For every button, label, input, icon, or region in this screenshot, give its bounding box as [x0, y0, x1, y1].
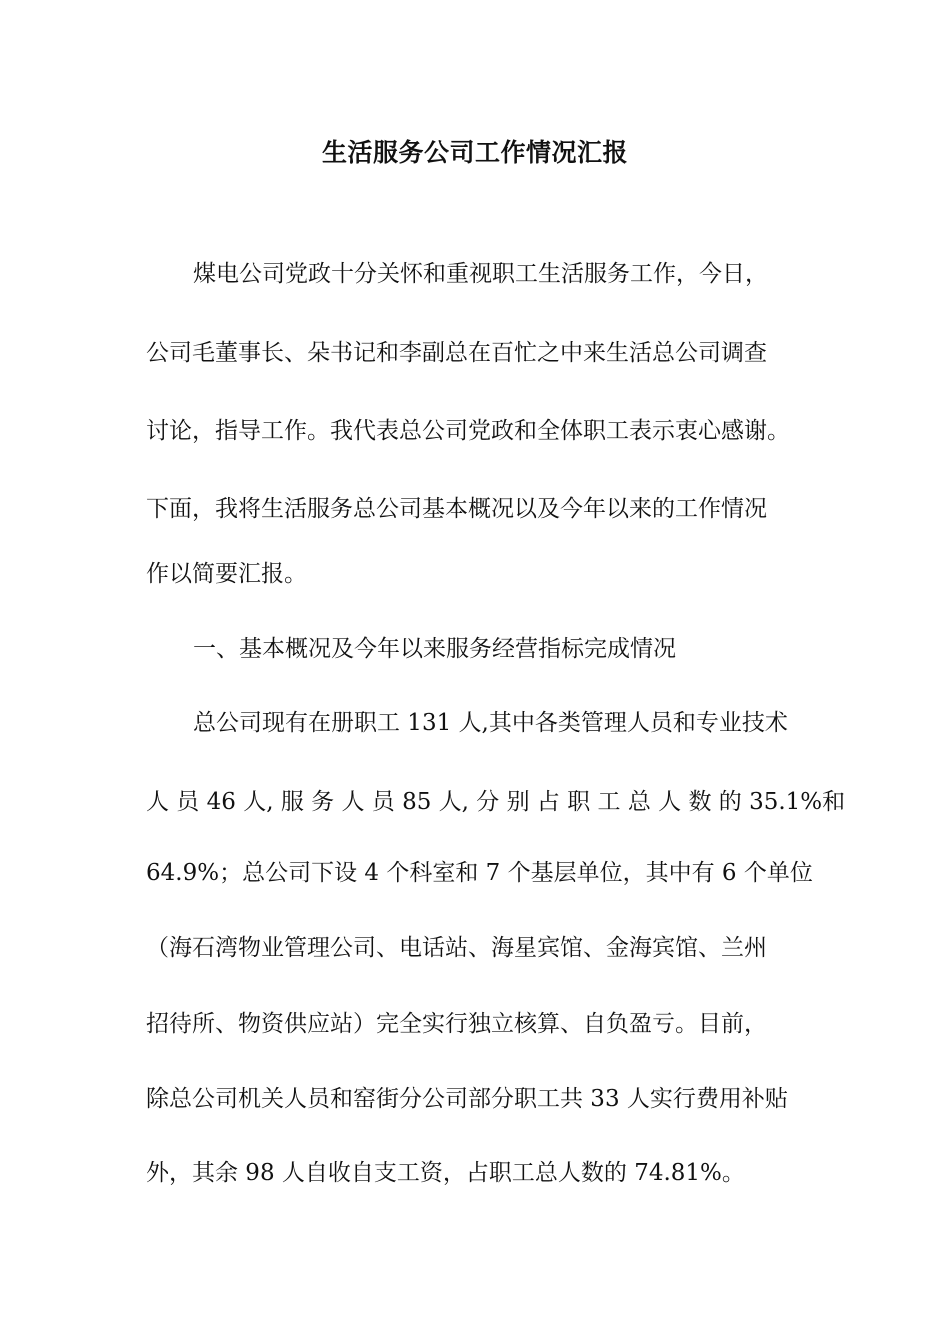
paragraph-line: 招待所、物资供应站）完全实行独立核算、自负盈亏。目前， — [146, 1011, 767, 1037]
paragraph-line: 下面，我将生活服务总公司基本概况以及今年以来的工作情况 — [146, 496, 767, 522]
section-heading: 一、基本概况及今年以来服务经营指标完成情况 — [193, 636, 676, 662]
paragraph-line: 讨论，指导工作。我代表总公司党政和全体职工表示衷心感谢。 — [146, 418, 790, 444]
document-title: 生活服务公司工作情况汇报 — [321, 138, 628, 167]
paragraph-line: 总公司现有在册职工 131 人,其中各类管理人员和专业技术 — [193, 710, 788, 736]
paragraph-line: 煤电公司党政十分关怀和重视职工生活服务工作，今日， — [193, 261, 768, 287]
paragraph-line: 人 员 46 人, 服 务 人 员 85 人, 分 别 占 职 工 总 人 数 的 35.1%和 — [146, 789, 846, 815]
paragraph-line: 除总公司机关人员和窑街分公司部分职工共 33 人实行费用补贴 — [146, 1086, 788, 1112]
paragraph-line: 64.9%；总公司下设 4 个科室和 7 个基层单位，其中有 6 个单位 — [146, 860, 813, 886]
paragraph-line: 外，其余 98 人自收自支工资，占职工总人数的 74.81%。 — [146, 1160, 745, 1186]
paragraph-line: 作以简要汇报。 — [146, 561, 307, 587]
paragraph-line: （海石湾物业管理公司、电话站、海星宾馆、金海宾馆、兰州 — [146, 935, 767, 961]
paragraph-line: 公司毛董事长、朵书记和李副总在百忙之中来生活总公司调查 — [146, 340, 767, 366]
